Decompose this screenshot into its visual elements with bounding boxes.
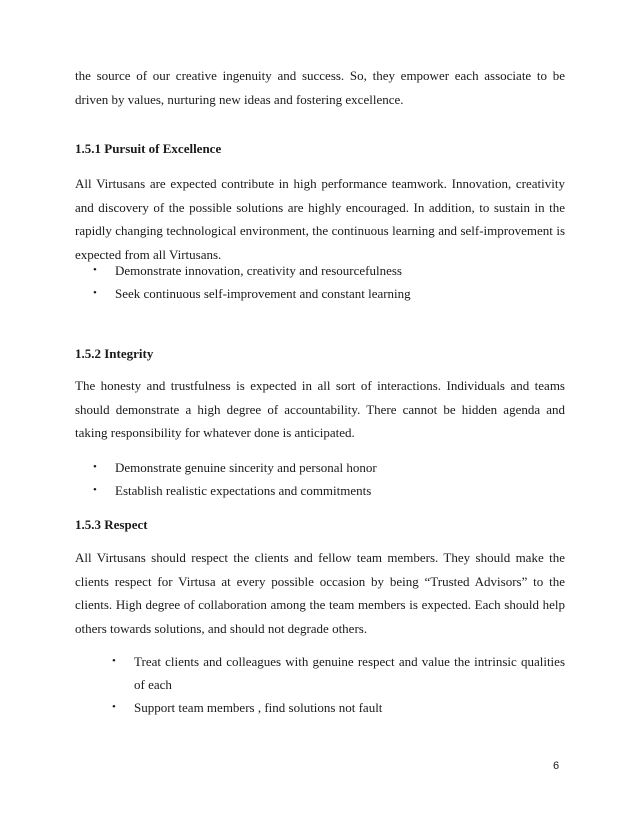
section-paragraph-respect: All Virtusans should respect the clients and fellow team members. They should make the clients respect for Virtusa at every possible occasion by being “Trusted Advisors” to the clients. High degree of collaboration among the team members is expected. Each should help others towards solutions, and should not degrade others. — [75, 550, 565, 636]
list-item — [112, 696, 565, 719]
section-heading-integrity: 1.5.2 Integrity — [75, 346, 154, 361]
bullet-list-respect — [112, 650, 565, 719]
list-item — [93, 259, 565, 282]
section-heading-pursuit-of-excellence: 1.5.1 Pursuit of Excellence — [75, 141, 222, 156]
list-item — [112, 650, 565, 696]
bullet-icon: • — [112, 701, 116, 713]
list-item-text: Demonstrate innovation, creativity and resourcefulness — [115, 263, 402, 278]
section-paragraph-integrity: The honesty and trustfulness is expected in all sort of interactions. Individuals and teams should demonstrate a high degree of accountability. There cannot be hidden agenda and taking responsibility for whatever done is anticipated. — [75, 378, 565, 440]
bullet-icon: • — [93, 264, 97, 276]
bullet-icon: • — [93, 484, 97, 496]
bullet-icon: • — [93, 287, 97, 299]
page-number: 6 — [553, 760, 560, 772]
section-paragraph-pursuit-of-excellence: All Virtusans are expected contribute in high performance teamwork. Innovation, creativity and discovery of the possible solutions are highly encouraged. In addition, to sustain in the rapidly changing technological environment, the continuous learning and self-improvement is expected from all Virtusans. — [75, 176, 565, 262]
bullet-icon: • — [93, 461, 97, 473]
list-item-text: Establish realistic expectations and commitments — [115, 483, 372, 498]
bullet-list-integrity — [93, 456, 565, 502]
section-heading-respect: 1.5.3 Respect — [75, 517, 148, 532]
bullet-icon: • — [112, 655, 116, 667]
bullet-list-pursuit-of-excellence — [93, 259, 565, 305]
list-item — [93, 479, 565, 502]
list-item-text: Seek continuous self-improvement and constant learning — [115, 286, 411, 301]
list-item — [93, 456, 565, 479]
list-item — [93, 282, 565, 305]
intro-paragraph: the source of our creative ingenuity and success. So, they empower each associate to be driven by values, nurturing new ideas and fostering excellence. — [75, 68, 565, 107]
list-item-text: Demonstrate genuine sincerity and personal honor — [115, 460, 377, 475]
list-item-text: Treat clients and colleagues with genuine respect and value the intrinsic qualities of each — [134, 654, 565, 692]
list-item-text: Support team members , find solutions not fault — [134, 700, 383, 715]
